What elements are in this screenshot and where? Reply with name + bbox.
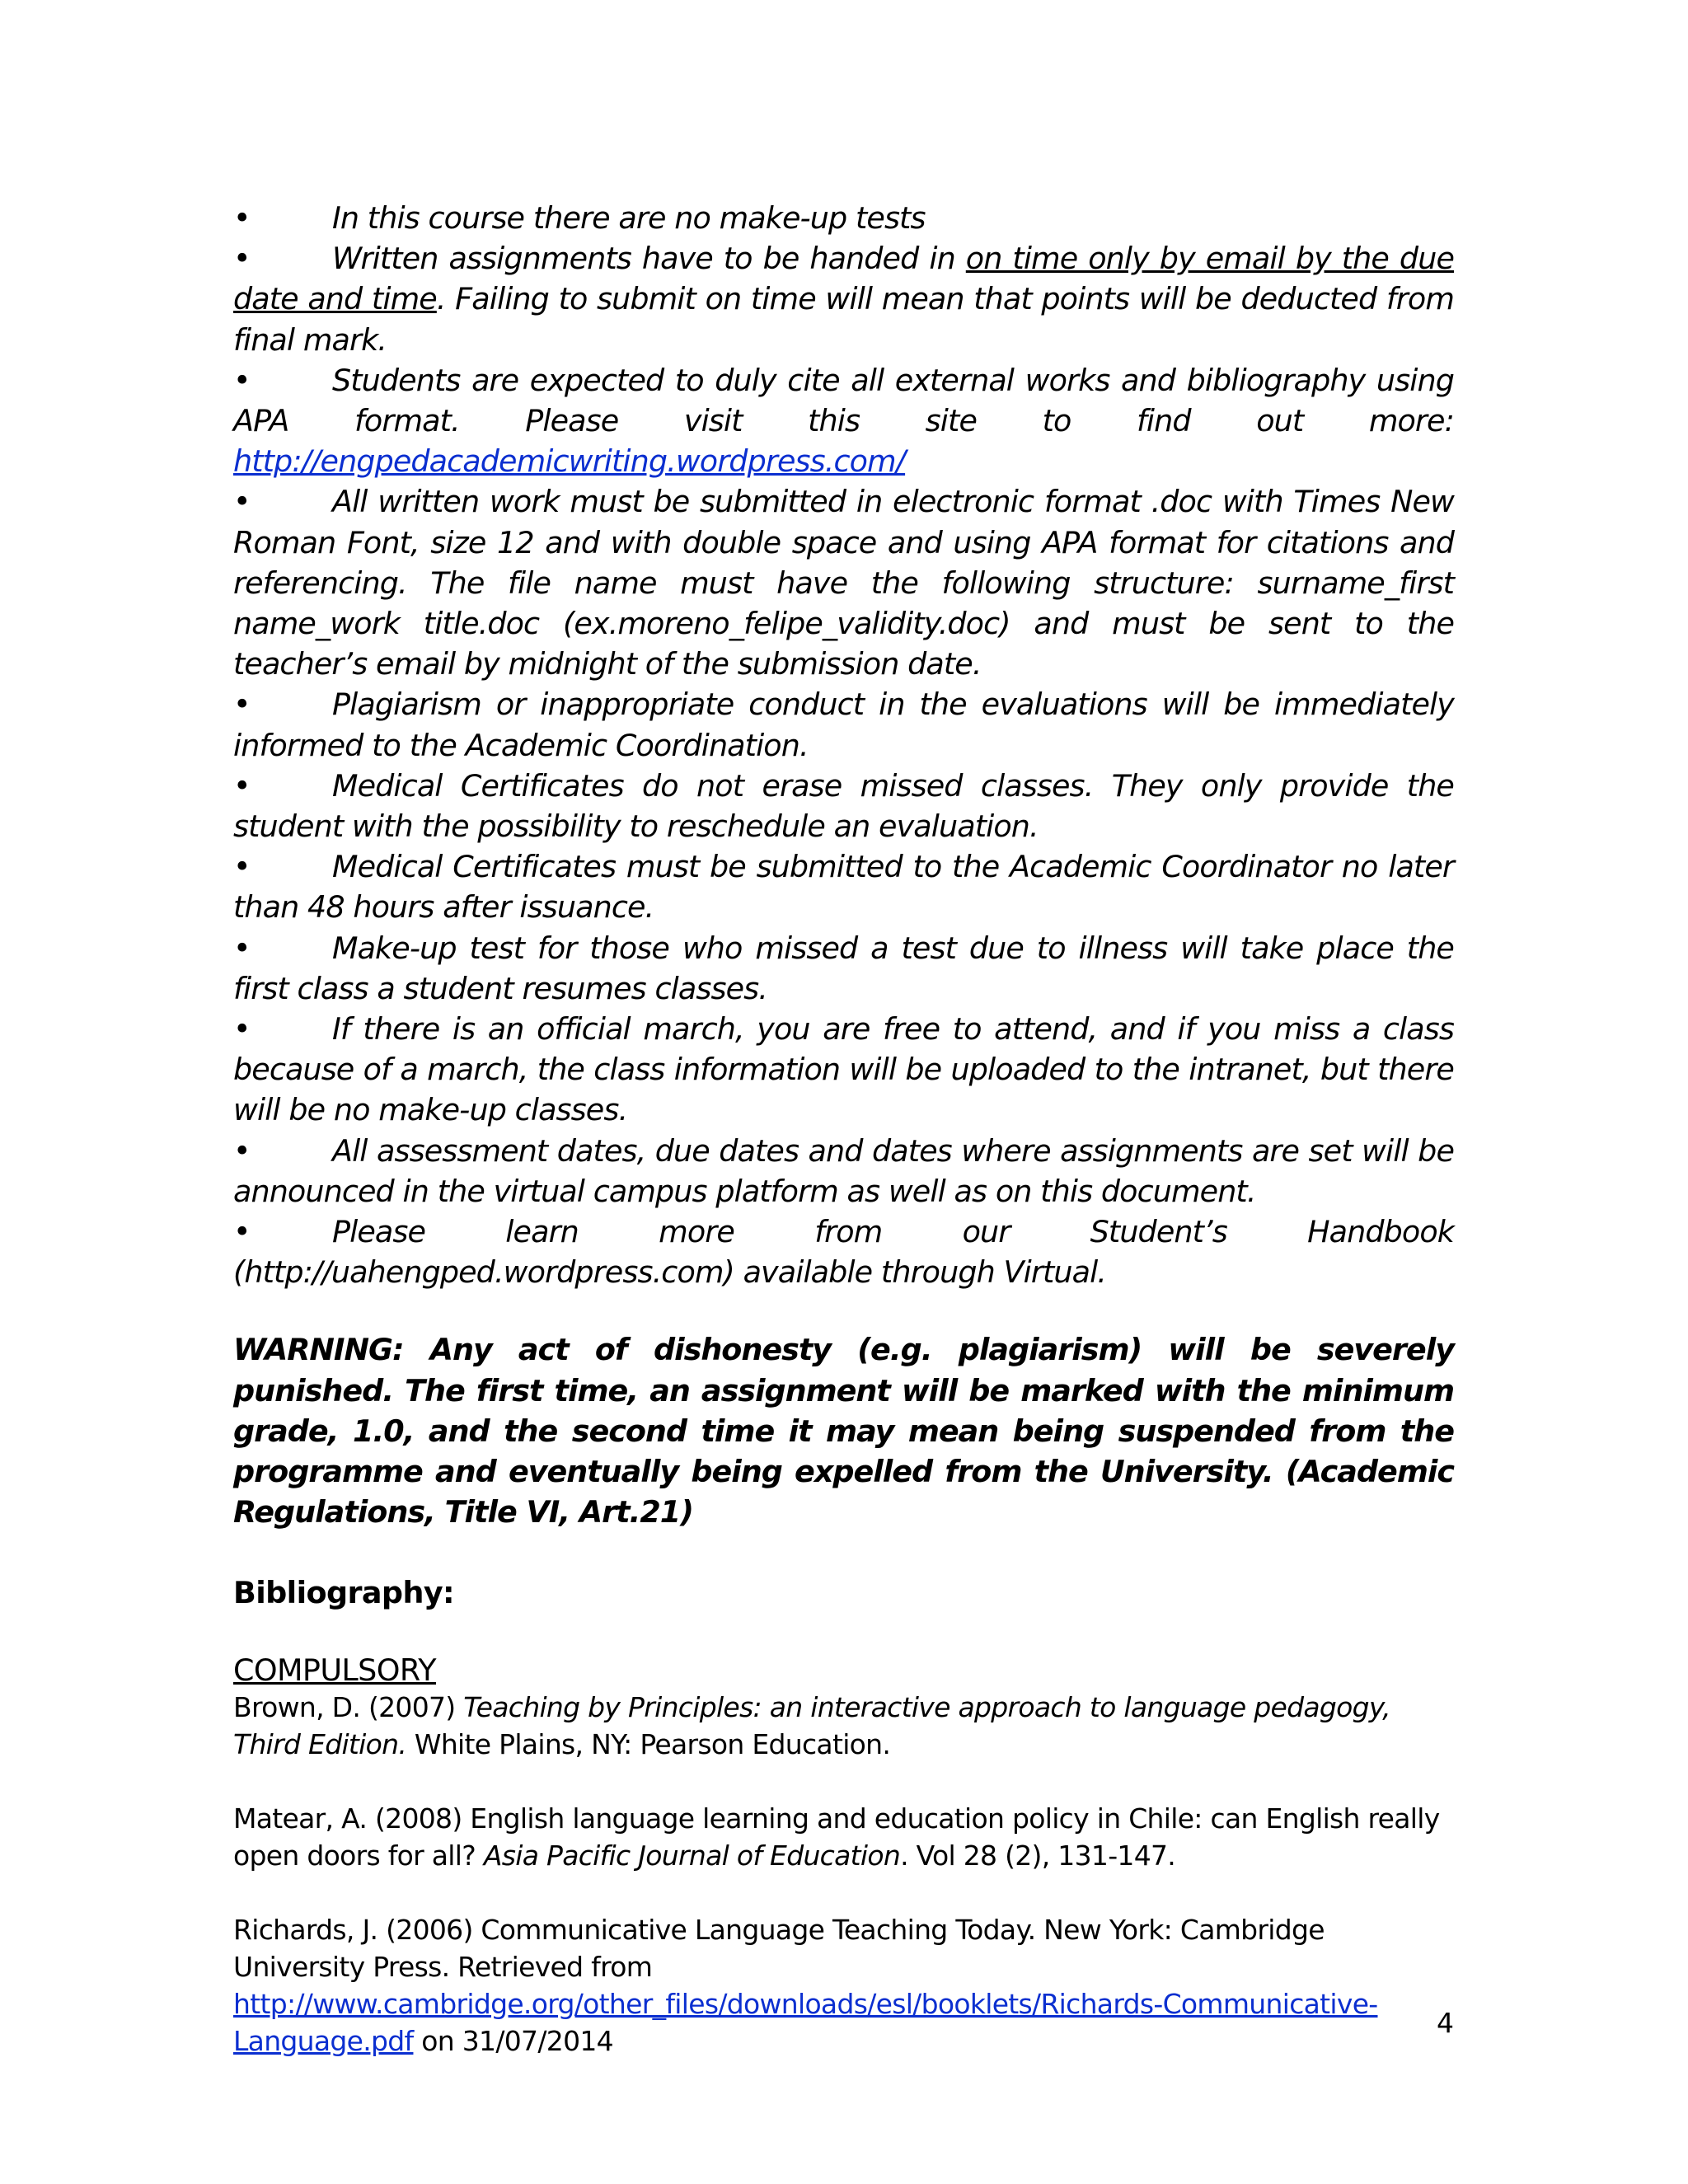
text-segment: Students are expected to duly cite all external works and bibliography using APA format. Please visit this site to find out more: xyxy=(233,362,1454,439)
text-segment: Written assignments have to be handed in xyxy=(332,241,966,277)
bullet-icon: • xyxy=(233,687,251,723)
rule-item xyxy=(233,684,1454,765)
text-segment: Medical Certificates do not erase missed classes. They only provide the student with the possibility to reschedule an evaluation. xyxy=(233,767,1454,845)
page-number: 4 xyxy=(1437,2007,1454,2039)
rule-item xyxy=(233,1212,1454,1292)
dishonesty-warning: WARNING: Any act of dishonesty (e.g. plagiarism) will be severely punished. The first time, an assignment will be marked with the minimum grade, 1.0, and the second time it may mean being suspended from the programme and eventually being expelled from the University. (Academic Regulations, Title VI, Art.21) xyxy=(233,1332,1454,1530)
text-segment: Asia Pacific Journal of Education xyxy=(483,1839,901,1872)
bullet-icon: • xyxy=(233,1011,251,1047)
page-content xyxy=(233,198,1454,2060)
text-segment: If there is an official march, you are free to attend, and if you miss a class because of a march, the class information will be uploaded to the intranet, but there will be no make-up classes. xyxy=(233,1011,1454,1128)
text-segment: Medical Certificates must be submitted to the Academic Coordinator no later than 48 hours after issuance. xyxy=(233,849,1454,926)
hyperlink[interactable]: http://engpedacademicwriting.wordpress.com/ xyxy=(233,443,906,480)
reference-list xyxy=(233,1689,1454,2060)
rule-item xyxy=(233,766,1454,846)
rule-item xyxy=(233,198,1454,238)
text-segment: All assessment dates, due dates and dates where assignments are set will be announced in the virtual campus platform as well as on this document. xyxy=(233,1132,1454,1209)
text-segment: Please learn more from our Student’s Handbook (http://uahengped.wordpress.com) available through Virtual. xyxy=(233,1214,1454,1291)
rule-item xyxy=(233,238,1454,360)
text-segment: Richards, J. (2006) Communicative Language Teaching Today. New York: Cambridge University Press. Retrieved from xyxy=(233,1913,1325,1983)
rule-item xyxy=(233,1009,1454,1131)
text-segment: In this course there are no make-up tests xyxy=(332,200,926,236)
text-segment: on time only by email by the due date and time xyxy=(233,241,1454,317)
rule-item xyxy=(233,481,1454,684)
reference-entry xyxy=(233,1689,1454,1763)
bullet-icon: • xyxy=(233,849,251,885)
text-segment: . Failing to submit on time will mean that points will be deducted from final mark. xyxy=(233,281,1454,358)
text-segment: Plagiarism or inappropriate conduct in the evaluations will be immediately informed to the Academic Coordination. xyxy=(233,687,1454,763)
text-segment: on 31/07/2014 xyxy=(413,2024,613,2057)
text-segment: . Vol 28 (2), 131-147. xyxy=(900,1839,1176,1872)
text-segment: Matear, A. (2008) English language learning and education policy in Chile: can English really open doors for all? xyxy=(233,1802,1440,1872)
bullet-icon: • xyxy=(233,1132,251,1169)
text-segment: White Plains, NY: Pearson Education. xyxy=(406,1727,891,1760)
rule-item xyxy=(233,928,1454,1009)
bibliography-heading: Bibliography: xyxy=(233,1574,455,1610)
bullet-icon: • xyxy=(233,362,251,398)
bullet-icon: • xyxy=(233,200,251,236)
text-segment: Make-up test for those who missed a test due to illness will take place the first class a student resumes classes. xyxy=(233,930,1454,1006)
rule-item xyxy=(233,846,1454,927)
bullet-icon: • xyxy=(233,930,251,966)
bullet-icon: • xyxy=(233,767,251,804)
reference-entry xyxy=(233,1800,1454,1874)
text-segment: All written work must be submitted in electronic format .doc with Times New Roman Font, size 12 and with double space and using APA format for citations and referencing. The file name must have the following structure: surname_first name_work title.doc (ex.moreno_felipe_validity.doc) and must be sent to the teacher’s email by midnight of the submission date. xyxy=(233,484,1454,682)
bullet-icon: • xyxy=(233,241,251,277)
hyperlink[interactable]: http://www.cambridge.org/other_files/downloads/esl/booklets/Richards-Communicative-Language.pdf xyxy=(233,1987,1378,2057)
bullet-icon: • xyxy=(233,1214,251,1250)
rule-item xyxy=(233,360,1454,482)
compulsory-section-heading: COMPULSORY xyxy=(233,1652,436,1688)
bullet-icon: • xyxy=(233,484,251,520)
rule-item xyxy=(233,1131,1454,1212)
course-rules-list xyxy=(233,198,1454,1292)
text-segment: Teaching by Principles: an interactive approach to language pedagogy, Third Edition. xyxy=(233,1690,1390,1760)
reference-entry xyxy=(233,1911,1454,2060)
text-segment: Brown, D. (2007) xyxy=(233,1690,464,1723)
